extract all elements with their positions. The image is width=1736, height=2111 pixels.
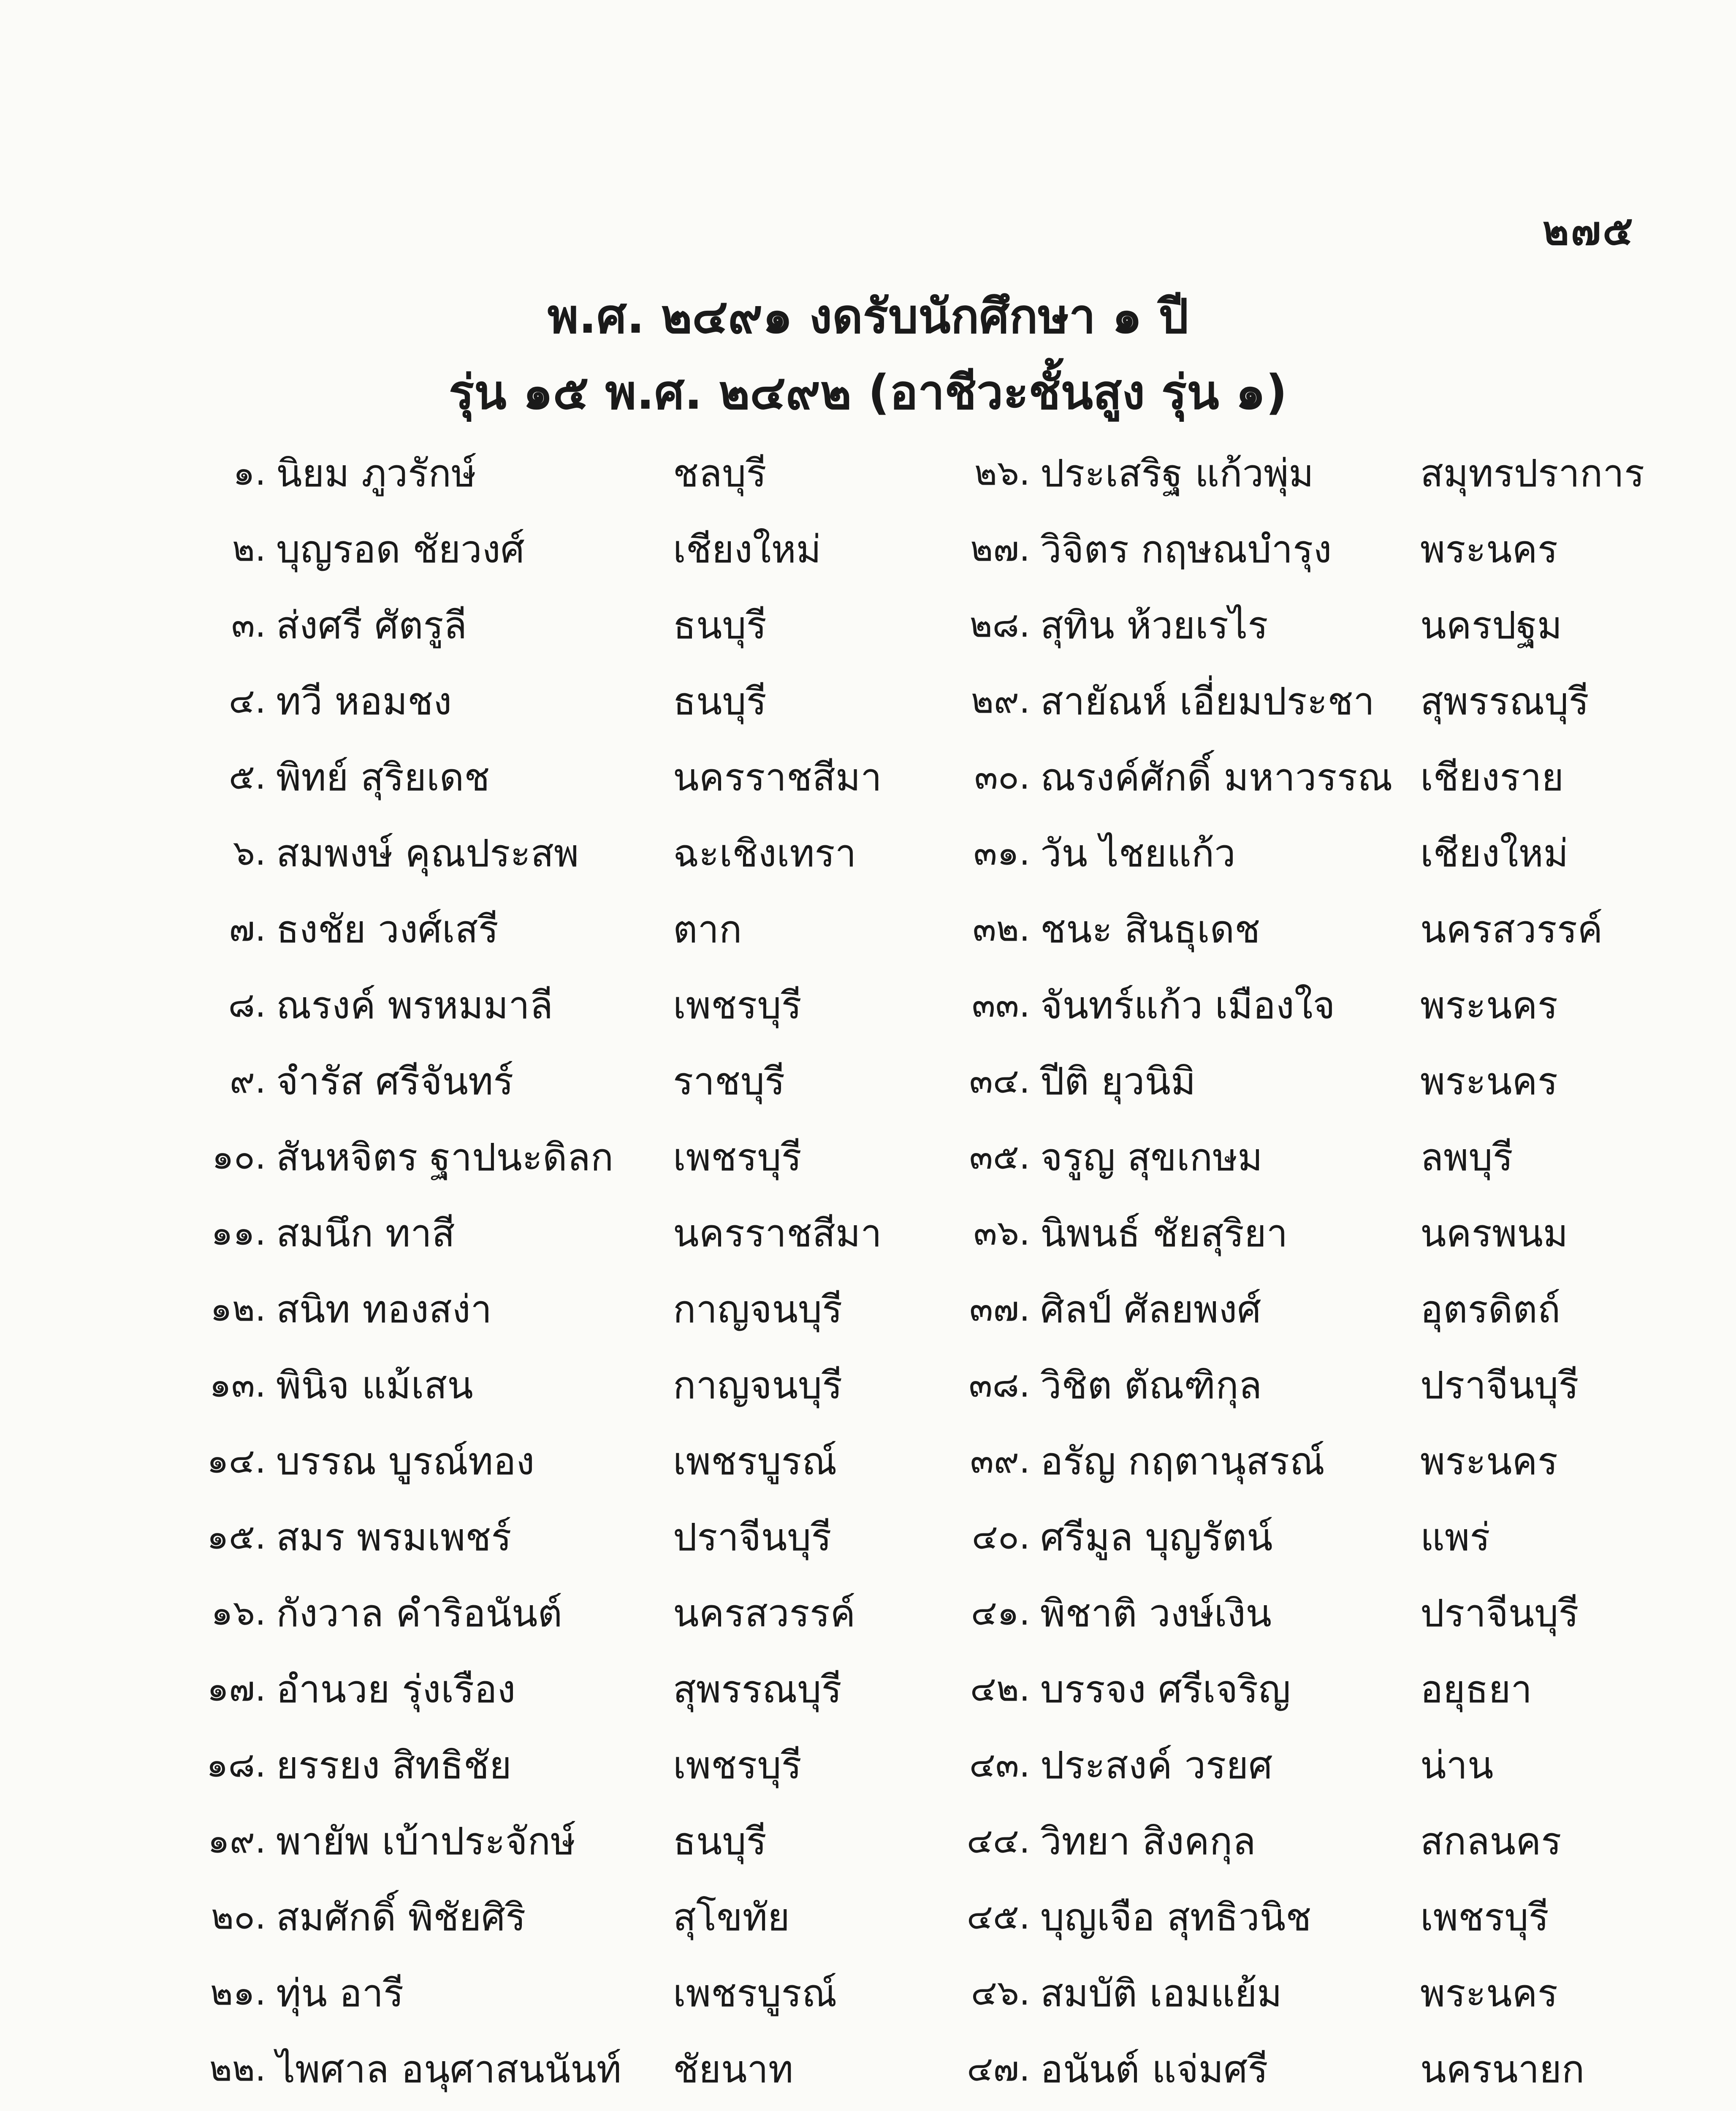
list-item: [165, 1195, 909, 1271]
item-name: ปีติ ยุวนิมิ: [1040, 1059, 1196, 1104]
list-item: [929, 739, 1657, 815]
item-name: ส่งศรี ศัตรูลี: [276, 603, 467, 648]
item-name: พิทย์ สุริยเดช: [276, 755, 490, 800]
list-item: [165, 815, 909, 891]
list-item: [929, 1119, 1657, 1195]
list-item: [165, 1803, 909, 1879]
item-number: ๔.: [228, 681, 266, 721]
list-item: [165, 1347, 909, 1423]
item-province: ลพบุรี: [1420, 1135, 1513, 1180]
item-number: ๓๖.: [973, 1213, 1030, 1253]
list-item: [165, 1043, 909, 1119]
item-name: ชนะ สินธุเดช: [1040, 907, 1261, 952]
item-province: สุพรรณบุรี: [1420, 679, 1589, 724]
item-number: ๒๗.: [970, 529, 1030, 569]
item-province: พระนคร: [1420, 1439, 1558, 1484]
list-item: [929, 1651, 1657, 1727]
list-item: [929, 815, 1657, 891]
item-number: ๔๒.: [970, 1669, 1030, 1709]
list-item: [929, 1727, 1657, 1803]
item-name: วิจิตร กฤษณบำรุง: [1040, 527, 1332, 572]
item-number: ๒๑.: [210, 1973, 266, 2013]
item-province: เชียงราย: [1420, 755, 1564, 800]
item-name: ศรีมูล บุญรัตน์: [1040, 1515, 1273, 1560]
list-item: [165, 739, 909, 815]
item-province: เพชรบุรี: [673, 1135, 802, 1180]
item-name: อรัญ กฤตานุสรณ์: [1040, 1439, 1325, 1484]
item-number: ๔๔.: [966, 1821, 1030, 1861]
item-province: พระนคร: [1420, 1059, 1558, 1104]
item-province: ปราจีนบุรี: [1420, 1363, 1579, 1408]
item-name: นิพนธ์ ชัยสุริยา: [1040, 1211, 1288, 1256]
item-number: ๓๗.: [969, 1289, 1030, 1329]
item-name: บุญเจือ สุทธิวนิช: [1040, 1895, 1312, 1940]
item-number: ๑๓.: [209, 1365, 266, 1405]
list-item: [929, 663, 1657, 739]
item-number: ๓๐.: [974, 757, 1030, 797]
item-province: นครนายก: [1420, 2047, 1585, 2092]
item-name: สมบัติ เอมแย้ม: [1040, 1971, 1282, 2016]
item-number: ๔๑.: [971, 1593, 1030, 1633]
item-name: สนิท ทองสง่า: [276, 1287, 492, 1332]
item-name: นิยม ภูวรักษ์: [276, 451, 477, 496]
list-item: [165, 1727, 909, 1803]
item-name: สายัณห์ เอี่ยมประชา: [1040, 679, 1375, 724]
list-item: [165, 1119, 909, 1195]
item-province: ธนบุรี: [673, 603, 767, 648]
list-item: [929, 435, 1657, 511]
item-province: อยุธยา: [1420, 1667, 1532, 1712]
item-province: ชัยนาท: [673, 2047, 794, 2092]
list-item: [165, 1499, 909, 1575]
item-name: วัน ไชยแก้ว: [1040, 831, 1236, 876]
list-item: [929, 967, 1657, 1043]
item-number: ๔๖.: [971, 1973, 1030, 2013]
title-line-2: รุ่น ๑๕ พ.ศ. ๒๔๙๒ (อาชีวะชั้นสูง รุ่น ๑): [448, 365, 1288, 420]
list-item: [929, 1347, 1657, 1423]
item-name: ประเสริฐ แก้วพุ่ม: [1040, 451, 1314, 496]
item-name: วิชิต ตัณฑิกุล: [1040, 1363, 1262, 1408]
item-name: สมนึก ทาสี: [276, 1211, 455, 1256]
list-item: [929, 1271, 1657, 1347]
item-name: สมพงษ์ คุณประสพ: [276, 831, 579, 876]
item-name: อนันต์ แจ่มศรี: [1040, 2047, 1268, 2092]
item-province: นครสวรรค์: [1420, 907, 1603, 952]
item-province: ธนบุรี: [673, 1819, 767, 1864]
list-item: [929, 1043, 1657, 1119]
item-name: ณรงค์ พรหมมาลี: [276, 983, 553, 1028]
item-name: จรูญ สุขเกษม: [1040, 1135, 1263, 1180]
item-name: ยรรยง สิทธิชัย: [276, 1743, 512, 1788]
list-item: [929, 1423, 1657, 1499]
item-number: ๒.: [232, 529, 266, 569]
item-number: ๓.: [231, 605, 266, 645]
item-number: ๙.: [229, 1061, 266, 1101]
item-province: เพชรบูรณ์: [673, 1971, 837, 2016]
item-number: ๑๔.: [206, 1441, 266, 1481]
item-name: ธงชัย วงศ์เสรี: [276, 907, 499, 952]
item-name: พิชาติ วงษ์เงิน: [1040, 1591, 1272, 1636]
item-name: ทวี หอมชง: [276, 679, 452, 724]
item-province: อุตรดิตถ์: [1420, 1287, 1561, 1332]
item-province: พระนคร: [1420, 1971, 1558, 2016]
item-name: สมร พรมเพชร์: [276, 1515, 512, 1560]
item-number: ๔๐.: [971, 1517, 1030, 1557]
item-number: ๓๘.: [968, 1365, 1030, 1405]
item-number: ๒๐.: [211, 1897, 266, 1937]
item-name: ณรงค์ศักดิ์ มหาวรรณ: [1040, 755, 1393, 800]
item-number: ๔๗.: [967, 2049, 1030, 2089]
list-item: [929, 1879, 1657, 1955]
item-number: ๓๓.: [971, 985, 1030, 1025]
list-item: [165, 1879, 909, 1955]
item-province: ราชบุรี: [673, 1059, 785, 1104]
item-name: บุญรอด ชัยวงศ์: [276, 527, 525, 572]
item-number: ๖.: [233, 833, 266, 873]
item-province: ปราจีนบุรี: [673, 1515, 832, 1560]
item-number: ๓๕.: [969, 1137, 1030, 1177]
item-name: วิทยา สิงคกุล: [1040, 1819, 1256, 1864]
item-province: นครสวรรค์: [673, 1591, 856, 1636]
list-item: [165, 2107, 909, 2111]
list-item: [165, 435, 909, 511]
item-name: อำนวย รุ่งเรือง: [276, 1667, 516, 1712]
item-province: สกลนคร: [1420, 1819, 1562, 1864]
item-number: ๑๑.: [211, 1213, 266, 1253]
list-item: [165, 1423, 909, 1499]
item-province: ปราจีนบุรี: [1420, 1591, 1579, 1636]
item-name: ศิลป์ ศัลยพงศ์: [1040, 1287, 1261, 1332]
item-number: ๓๑.: [973, 833, 1030, 873]
item-name: สุทิน ห้วยเรไร: [1040, 603, 1268, 648]
item-number: ๑๐.: [212, 1137, 266, 1177]
list-item: [929, 1499, 1657, 1575]
list-item: [165, 891, 909, 967]
right-column: [929, 435, 1657, 2111]
item-number: ๔๓.: [969, 1745, 1030, 1785]
list-item: [929, 1955, 1657, 2031]
item-number: ๗.: [229, 909, 266, 949]
item-name: ไพศาล อนุศาสนนันท์: [276, 2047, 622, 2092]
list-item: [165, 663, 909, 739]
item-name: บรรณ บูรณ์ทอง: [276, 1439, 535, 1484]
list-item: [165, 587, 909, 663]
item-number: ๒๘.: [969, 605, 1030, 645]
list-item: [165, 1955, 909, 2031]
list-item: [165, 2031, 909, 2107]
list-item: [929, 2107, 1657, 2111]
item-province: เพชรบูรณ์: [673, 1439, 837, 1484]
item-number: ๑๘.: [206, 1745, 266, 1785]
item-province: สุโขทัย: [673, 1895, 790, 1940]
page-number: ๒๗๕: [1543, 208, 1635, 254]
item-name: กังวาล คำริอนันต์: [276, 1591, 562, 1636]
item-number: ๒๙.: [971, 681, 1030, 721]
item-number: ๒๖.: [974, 453, 1030, 493]
title-line-1: พ.ศ. ๒๔๙๑ งดรับนักศึกษา ๑ ปี: [547, 289, 1189, 344]
item-province: พระนคร: [1420, 527, 1558, 572]
list-item: [165, 967, 909, 1043]
list-item: [165, 1271, 909, 1347]
item-name: จันทร์แก้ว เมืองใจ: [1040, 983, 1335, 1028]
list-item: [929, 891, 1657, 967]
item-province: กาญจนบุรี: [673, 1363, 843, 1408]
list-item: [929, 587, 1657, 663]
item-province: เพชรบุรี: [673, 1743, 802, 1788]
item-number: ๒๒.: [209, 2049, 266, 2089]
item-number: ๑๒.: [210, 1289, 266, 1329]
item-name: พินิจ แม้เสน: [276, 1363, 473, 1408]
item-name: สมศักดิ์ พิชัยศิริ: [276, 1895, 526, 1940]
item-number: ๓๒.: [972, 909, 1030, 949]
item-province: แพร่: [1420, 1515, 1490, 1560]
list-item: [929, 1803, 1657, 1879]
item-province: เชียงใหม่: [673, 527, 822, 572]
item-province: ฉะเชิงเทรา: [673, 831, 857, 876]
item-number: ๓๔.: [969, 1061, 1030, 1101]
list-item: [929, 511, 1657, 587]
list-item: [165, 511, 909, 587]
item-number: ๓๙.: [970, 1441, 1030, 1481]
list-item: [165, 1575, 909, 1651]
item-name: พายัพ เบ้าประจักษ์: [276, 1819, 576, 1864]
item-number: ๔๕.: [966, 1897, 1030, 1937]
item-province: นครราชสีมา: [673, 755, 882, 800]
item-province: นครปฐม: [1420, 603, 1562, 648]
item-province: สมุทรปราการ: [1420, 451, 1645, 496]
item-province: กาญจนบุรี: [673, 1287, 843, 1332]
item-province: ชลบุรี: [673, 451, 767, 496]
item-number: ๘.: [228, 985, 266, 1025]
item-name: ประสงค์ วรยศ: [1040, 1743, 1273, 1788]
item-province: เชียงใหม่: [1420, 831, 1569, 876]
item-number: ๑๗.: [207, 1669, 266, 1709]
item-number: ๑๕.: [206, 1517, 266, 1557]
item-number: ๕.: [228, 757, 266, 797]
item-name: จำรัส ศรีจันทร์: [276, 1059, 514, 1104]
list-item: [929, 2031, 1657, 2107]
item-number: ๑๙.: [207, 1821, 266, 1861]
item-number: ๑.: [233, 453, 266, 493]
item-province: นครราชสีมา: [673, 1211, 882, 1256]
item-number: ๑๖.: [211, 1593, 266, 1633]
list-item: [929, 1195, 1657, 1271]
left-column: [165, 435, 909, 2111]
item-province: ตาก: [673, 907, 742, 952]
list-item: [165, 1651, 909, 1727]
item-name: สันหจิตร ฐาปนะดิลก: [276, 1135, 614, 1180]
item-province: พระนคร: [1420, 983, 1558, 1028]
item-province: ธนบุรี: [673, 679, 767, 724]
item-province: น่าน: [1420, 1743, 1494, 1788]
item-province: เพชรบุรี: [1420, 1895, 1549, 1940]
item-province: เพชรบุรี: [673, 983, 802, 1028]
item-province: สุพรรณบุรี: [673, 1667, 842, 1712]
item-province: นครพนม: [1420, 1211, 1568, 1256]
item-name: ทุ่น อารี: [276, 1971, 404, 2016]
item-name: บรรจง ศรีเจริญ: [1040, 1667, 1291, 1712]
list-item: [929, 1575, 1657, 1651]
